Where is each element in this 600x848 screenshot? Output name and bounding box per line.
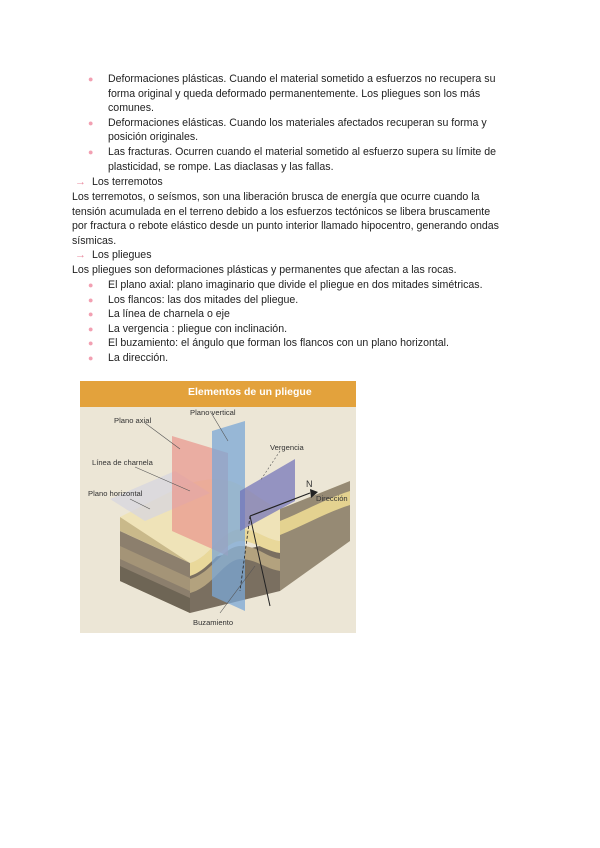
pliegues-intro: Los pliegues son deformaciones plásticas y permanentes que afectan a las rocas. [72,264,457,276]
label-plano-axial: Plano axial [114,416,152,425]
pliegue-elements-list [88,278,548,366]
list-item: ● Las fracturas. Ocurren cuando el material sometido al esfuerzo supera su límite de plasticidad, se rompe. Las diaclasas y las fallas. [88,145,497,173]
label-plano-horizontal: Plano horizontal [88,489,143,498]
list-item: ● Deformaciones plásticas. Cuando el material sometido a esfuerzos no recupera su forma original y queda deformado permanentemente. Los pliegues son los más comunes. [88,73,496,115]
figure-title: Elementos de un pliegue [188,386,312,398]
arrow-right-icon: → [75,249,86,261]
bullet-icon: ● [88,338,94,349]
bullet-icon: ● [88,117,94,128]
label-buzamiento: Buzamiento [193,618,234,627]
terremotos-heading: → Los terremotos [75,176,163,188]
deformation-list [88,72,548,174]
pliegues-heading: → Los pliegues [75,249,152,261]
label-direccion: Dirección [316,494,348,503]
bullet-icon: ● [88,146,94,157]
list-item: ● La dirección. [88,351,169,364]
terremotos-paragraph: Los terremotos, o seísmos, son una liberación brusca de energía que ocurre cuando la tensión acumulada en el terreno debido a los esfuerzos tectónicos se libera bruscamente por fractura o rebote elástico desde un punto interior llamado hipocentro, generando ondas sísmicas. [72,191,499,247]
arrow-right-icon: → [75,176,86,188]
bullet-icon: ● [88,323,94,334]
list-item: ● El plano axial: plano imaginario que divide el pliegue en dos mitades simétricas. [88,279,483,291]
bullet-icon: ● [88,74,94,84]
bullet-icon: ● [88,280,94,290]
bullet-icon: ● [88,352,94,363]
label-vergencia: Vergencia [270,443,304,452]
bullet-icon: ● [88,309,94,320]
list-item: ● Los flancos: las dos mitades del pliegue. [88,293,299,306]
list-item: ● Deformaciones elásticas. Cuando los materiales afectados recuperan su forma y posición originales. [88,116,487,144]
list-item: ● La línea de charnela o eje [88,308,230,321]
list-item: ● El buzamiento: el ángulo que forman los flancos con un plano horizontal. [88,337,449,350]
fold-diagram-figure [80,381,356,633]
label-linea-charnela: Línea de charnela [92,458,153,467]
label-north: N [306,479,313,489]
label-plano-vertical: Plano vertical [190,408,236,417]
list-item: ● La vergencia : pliegue con inclinación. [88,322,288,335]
bullet-icon: ● [88,294,94,305]
